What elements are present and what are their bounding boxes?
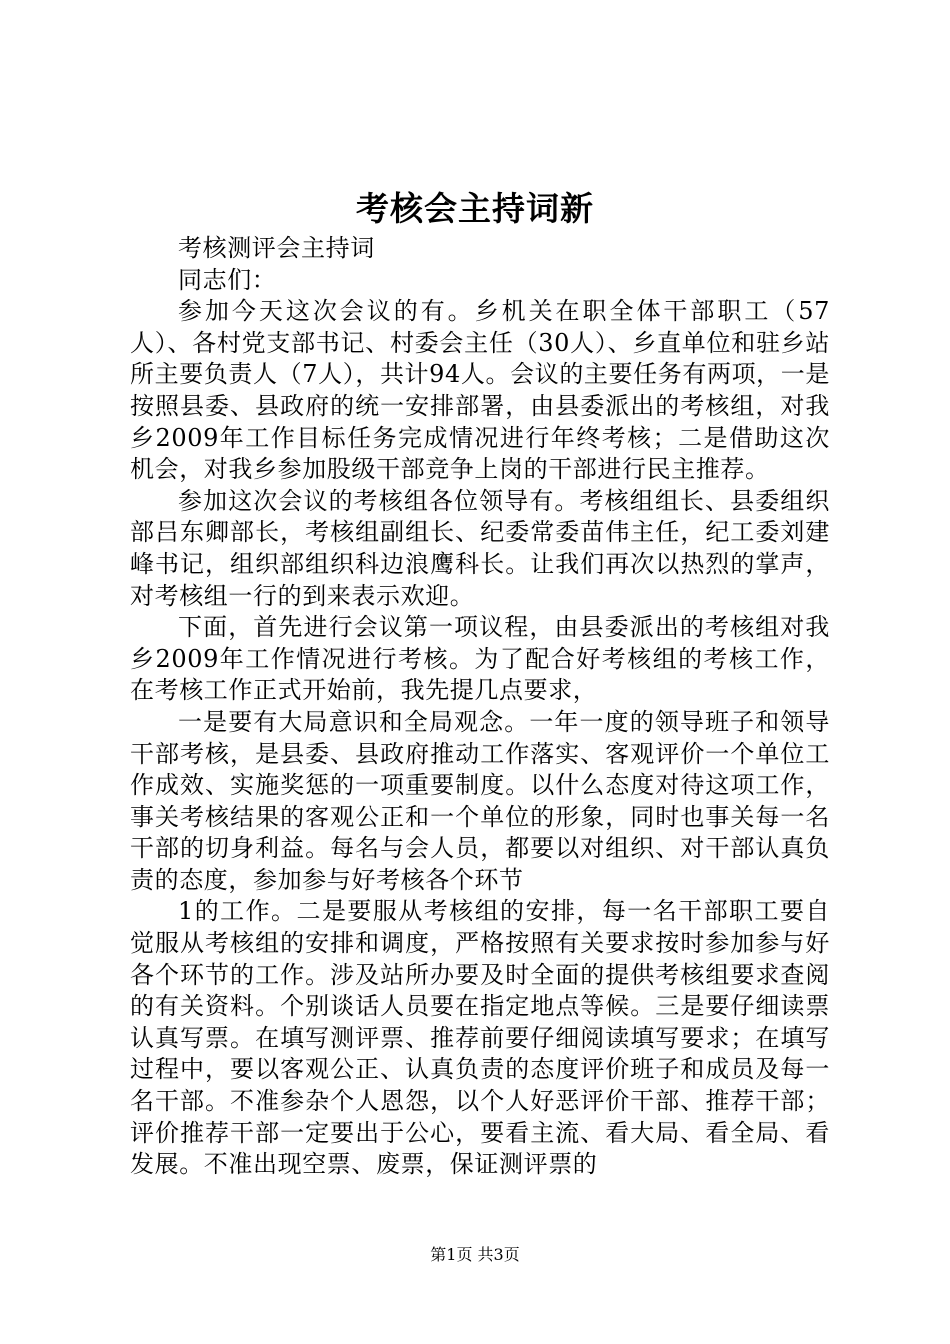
subtitle-paragraph: 考核测评会主持词 [178,234,375,262]
document-title: 考核会主持词新 [356,189,594,228]
body-paragraph: 下面，首先进行会议第一项议程，由县委派出的考核组对我乡2009年工作情况进行考核。为了配合好考核组的考核工作，在考核工作正式开始前，我先提几点要求， [130,613,830,705]
body-paragraph: 1的工作。二是要服从考核组的安排，每一名干部职工要自觉服从考核组的安排和调度，严格按照有关要求按时参加参与好各个环节的工作。涉及站所办要及时全面的提供考核组要求查阅的有关资料。个别谈话人员要在指定地点等候。三是要仔细读票认真写票。在填写测评票、推荐前要仔细阅读填写要求；在填写过程中，要以客观公正、认真负责的态度评价班子和成员及每一名干部。不准参杂个人恩怨，以个人好恶评价干部、推荐干部；评价推荐干部一定要出于公心，要看主流、看大局、看全局、看发展。不准出现空票、废票，保证测评票的 [130,897,830,1179]
body-paragraph: 一是要有大局意识和全局观念。一年一度的领导班子和领导干部考核，是县委、县政府推动工作落实、客观评价一个单位工作成效、实施奖惩的一项重要制度。以什么态度对待这项工作，事关考核结果的客观公正和一个单位的形象，同时也事关每一名干部的切身利益。每名与会人员，都要以对组织、对干部认真负责的态度，参加参与好考核各个环节 [130,707,830,894]
body-paragraph: 参加这次会议的考核组各位领导有。考核组组长、县委组织部吕东卿部长，考核组副组长、纪委常委苗伟主任，纪工委刘建峰书记，组织部组织科边浪鹰科长。让我们再次以热烈的掌声，对考核组一行的到来表示欢迎。 [130,486,830,610]
salutation-paragraph: 同志们： [178,265,277,294]
document-body [130,233,830,1181]
page-number-footer: 第1页 共3页 [430,1245,520,1264]
body-paragraph: 参加今天这次会议的有。乡机关在职全体干部职工（57人）、各村党支部书记、村委会主任（30人）、乡直单位和驻乡站所主要负责人（7人），共计94人。会议的主要任务有两项，一是按照县委、县政府的统一安排部署，由县委派出的考核组，对我乡2009年工作目标任务完成情况进行年终考核；二是借助这次机会，对我乡参加股级干部竞争上岗的干部进行民主推荐。 [130,297,830,484]
